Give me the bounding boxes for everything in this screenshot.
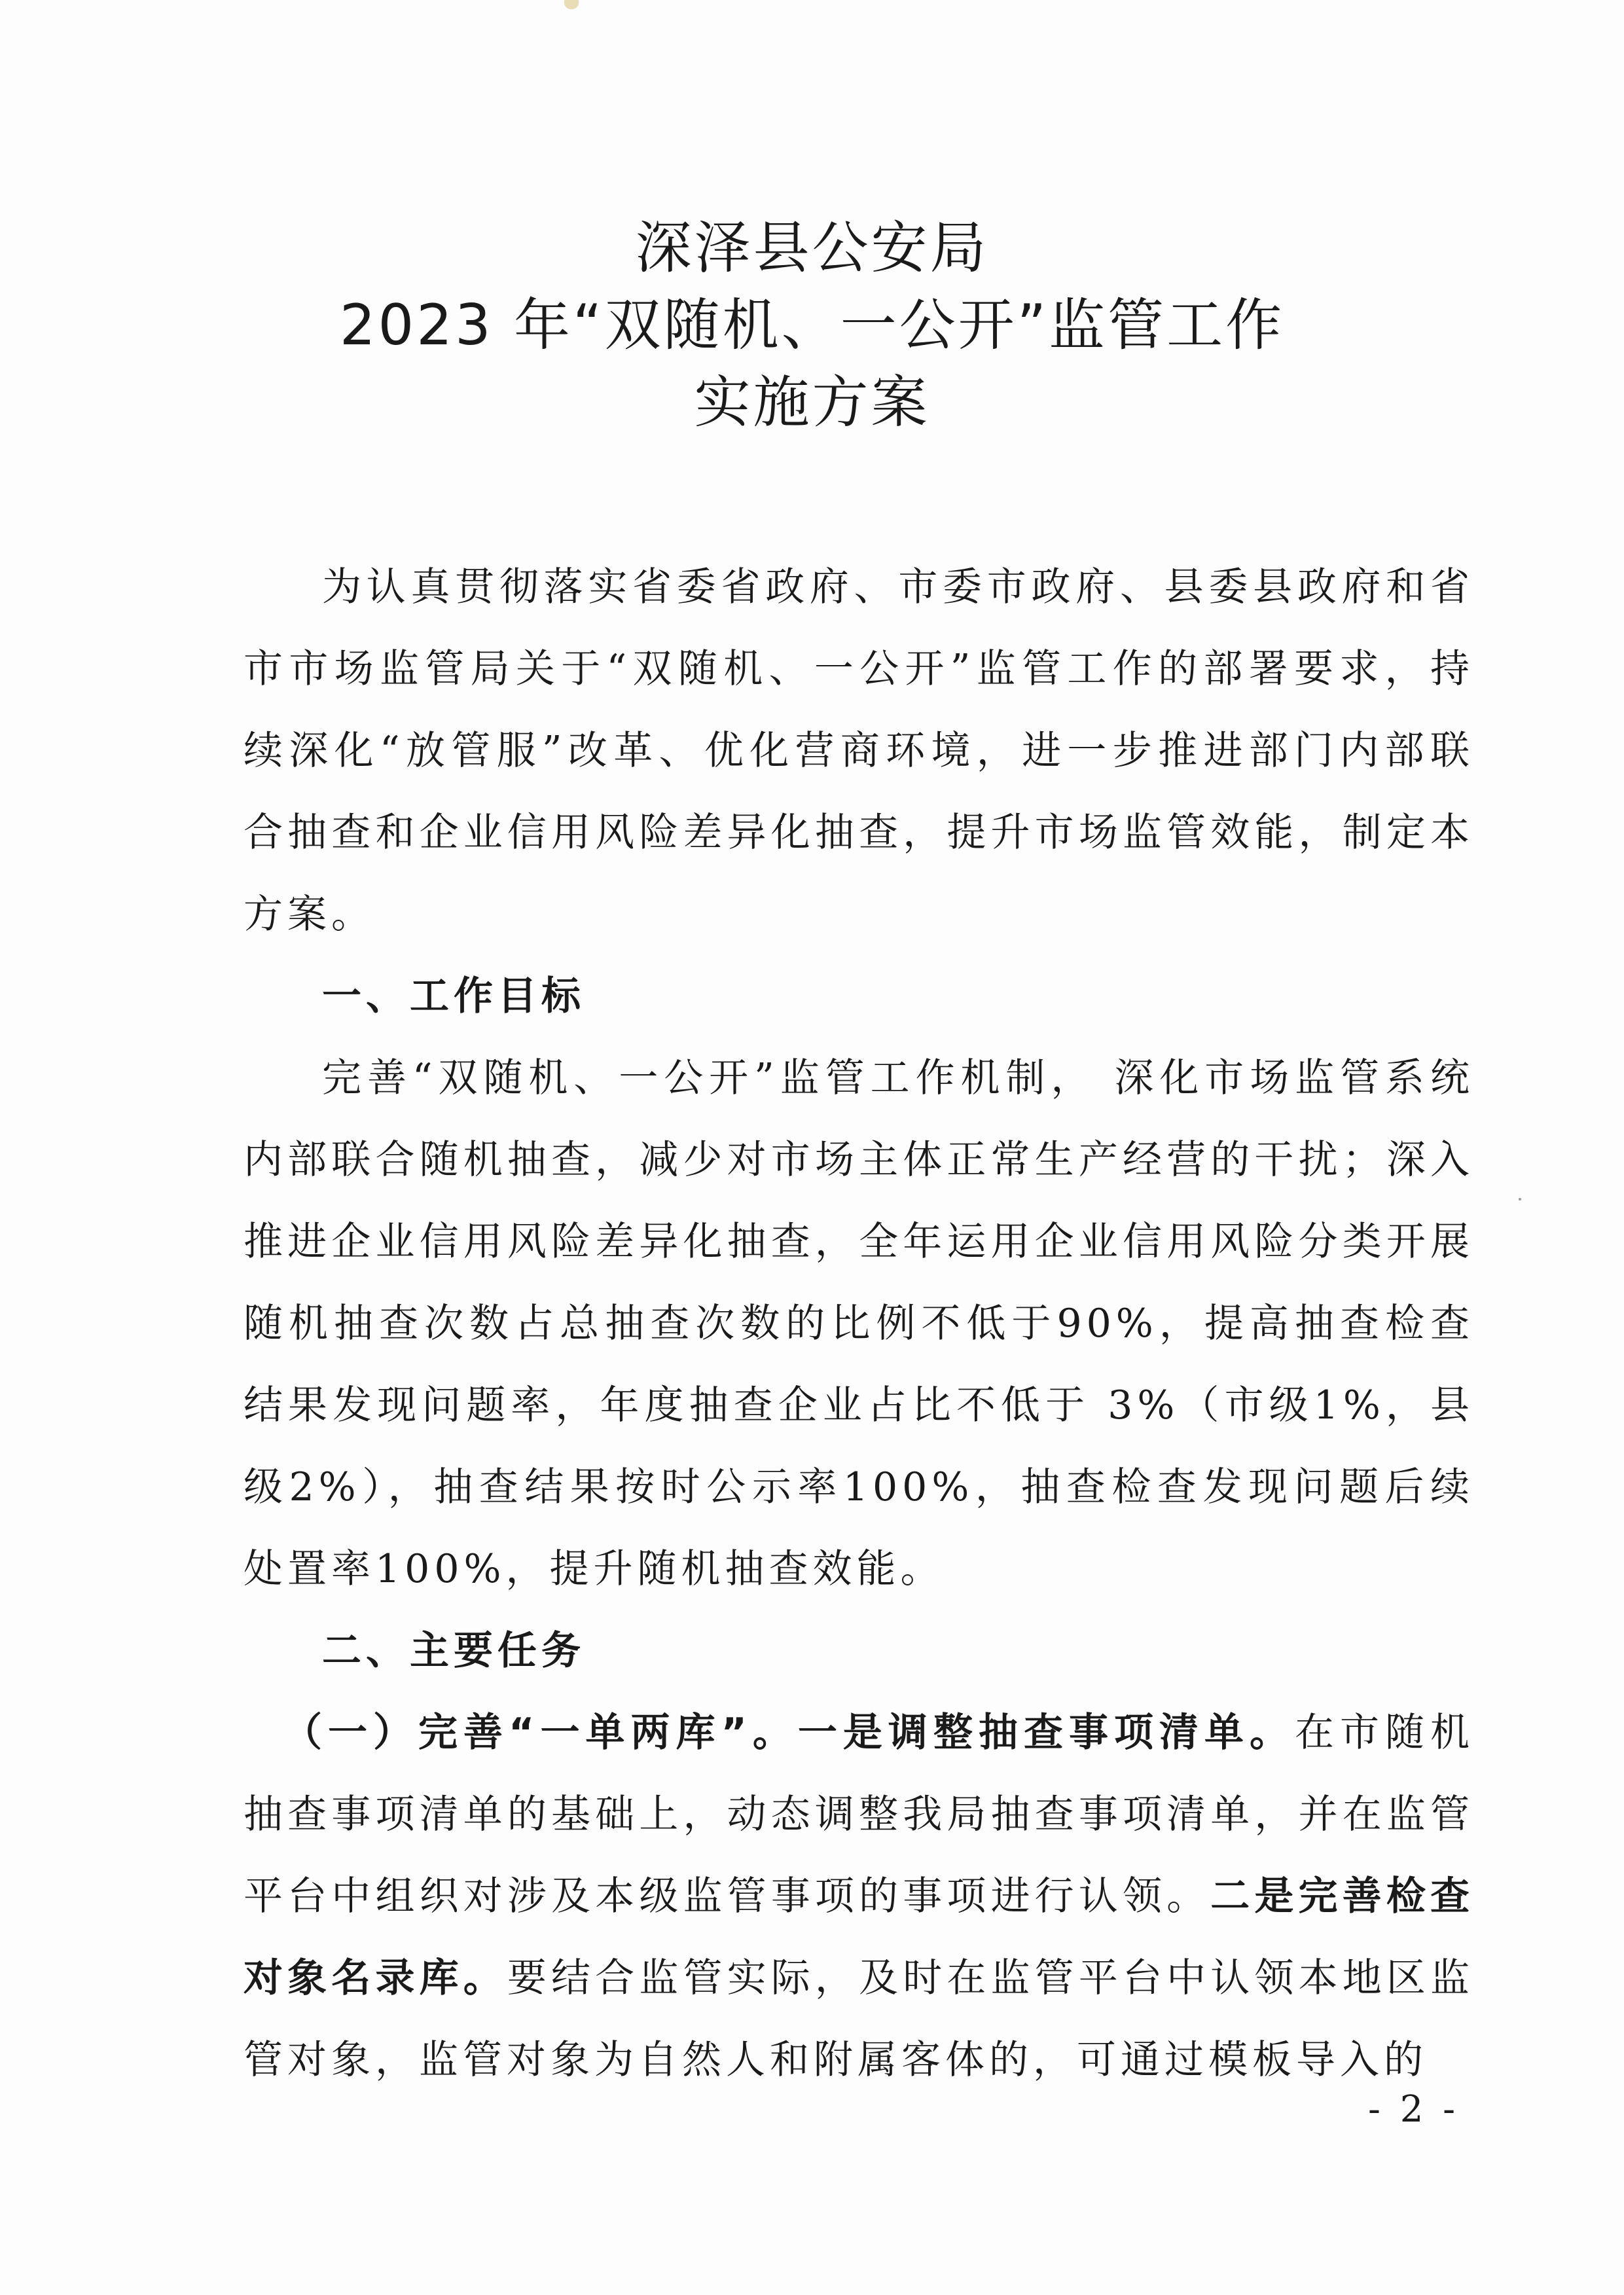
document-body [244, 547, 1474, 2101]
document-title [0, 209, 1624, 441]
section-1-paragraph: 完善“双随机、一公开”监管工作机制， 深化市场监管系统内部联合随机抽查，减少对市场主体正常生产经营的干扰；深入推进企业信用风险差异化抽查，全年运用企业信用风险分类开展随机抽查次数占总抽查次数的比例不低于90%，提高抽查检查结果发现问题率，年度抽查企业占比不低于 3%（市级1%，县级2%），抽查结果按时公示率100%，抽查检查发现问题后续处置率100%，提升随机抽查效能。 [244, 1055, 1474, 1592]
item-1-text-2: 要结合监管实际，及时在监管平台中认领本地区监管对象，监管对象为自然人和附属客体的，可通过模板导入的 [244, 1955, 1475, 2083]
intro-paragraph: 为认真贯彻落实省委省政府、市委市政府、县委县政府和省市市场监管局关于“双随机、一公开”监管工作的部署要求，持续深化“放管服”改革、优化营商环境，进一步推进部门内部联合抽查和企业信用风险差异化抽查，提升市场监管效能，制定本方案。 [244, 564, 1474, 937]
binding-mark [564, 0, 579, 9]
scan-speck [1519, 1198, 1521, 1201]
title-line-1: 深泽县公安局 [635, 215, 989, 281]
section-1-heading: 一、工作目标 [322, 973, 585, 1019]
item-1-lead: （一）完善“一单两库”。一是调整抽查事项清单。 [283, 1710, 1295, 1756]
item-1-text-1: 在市随机抽查事项清单的基础上，动态调整我局抽查事项清单，并在监管平台中组织对涉及本级监管事项的事项进行认领。 [244, 1710, 1474, 1919]
page-number: - 2 - [1368, 2088, 1460, 2131]
item-1-lead-2: 二是完善检查对象名录库。 [244, 1873, 1475, 2001]
title-line-3: 实施方案 [694, 370, 930, 435]
title-line-2: 2023 年“双随机、一公开”监管工作 [339, 293, 1285, 358]
section-2-item-1-paragraph [244, 1692, 1474, 2101]
section-2-heading: 二、主要任务 [322, 1628, 585, 1674]
